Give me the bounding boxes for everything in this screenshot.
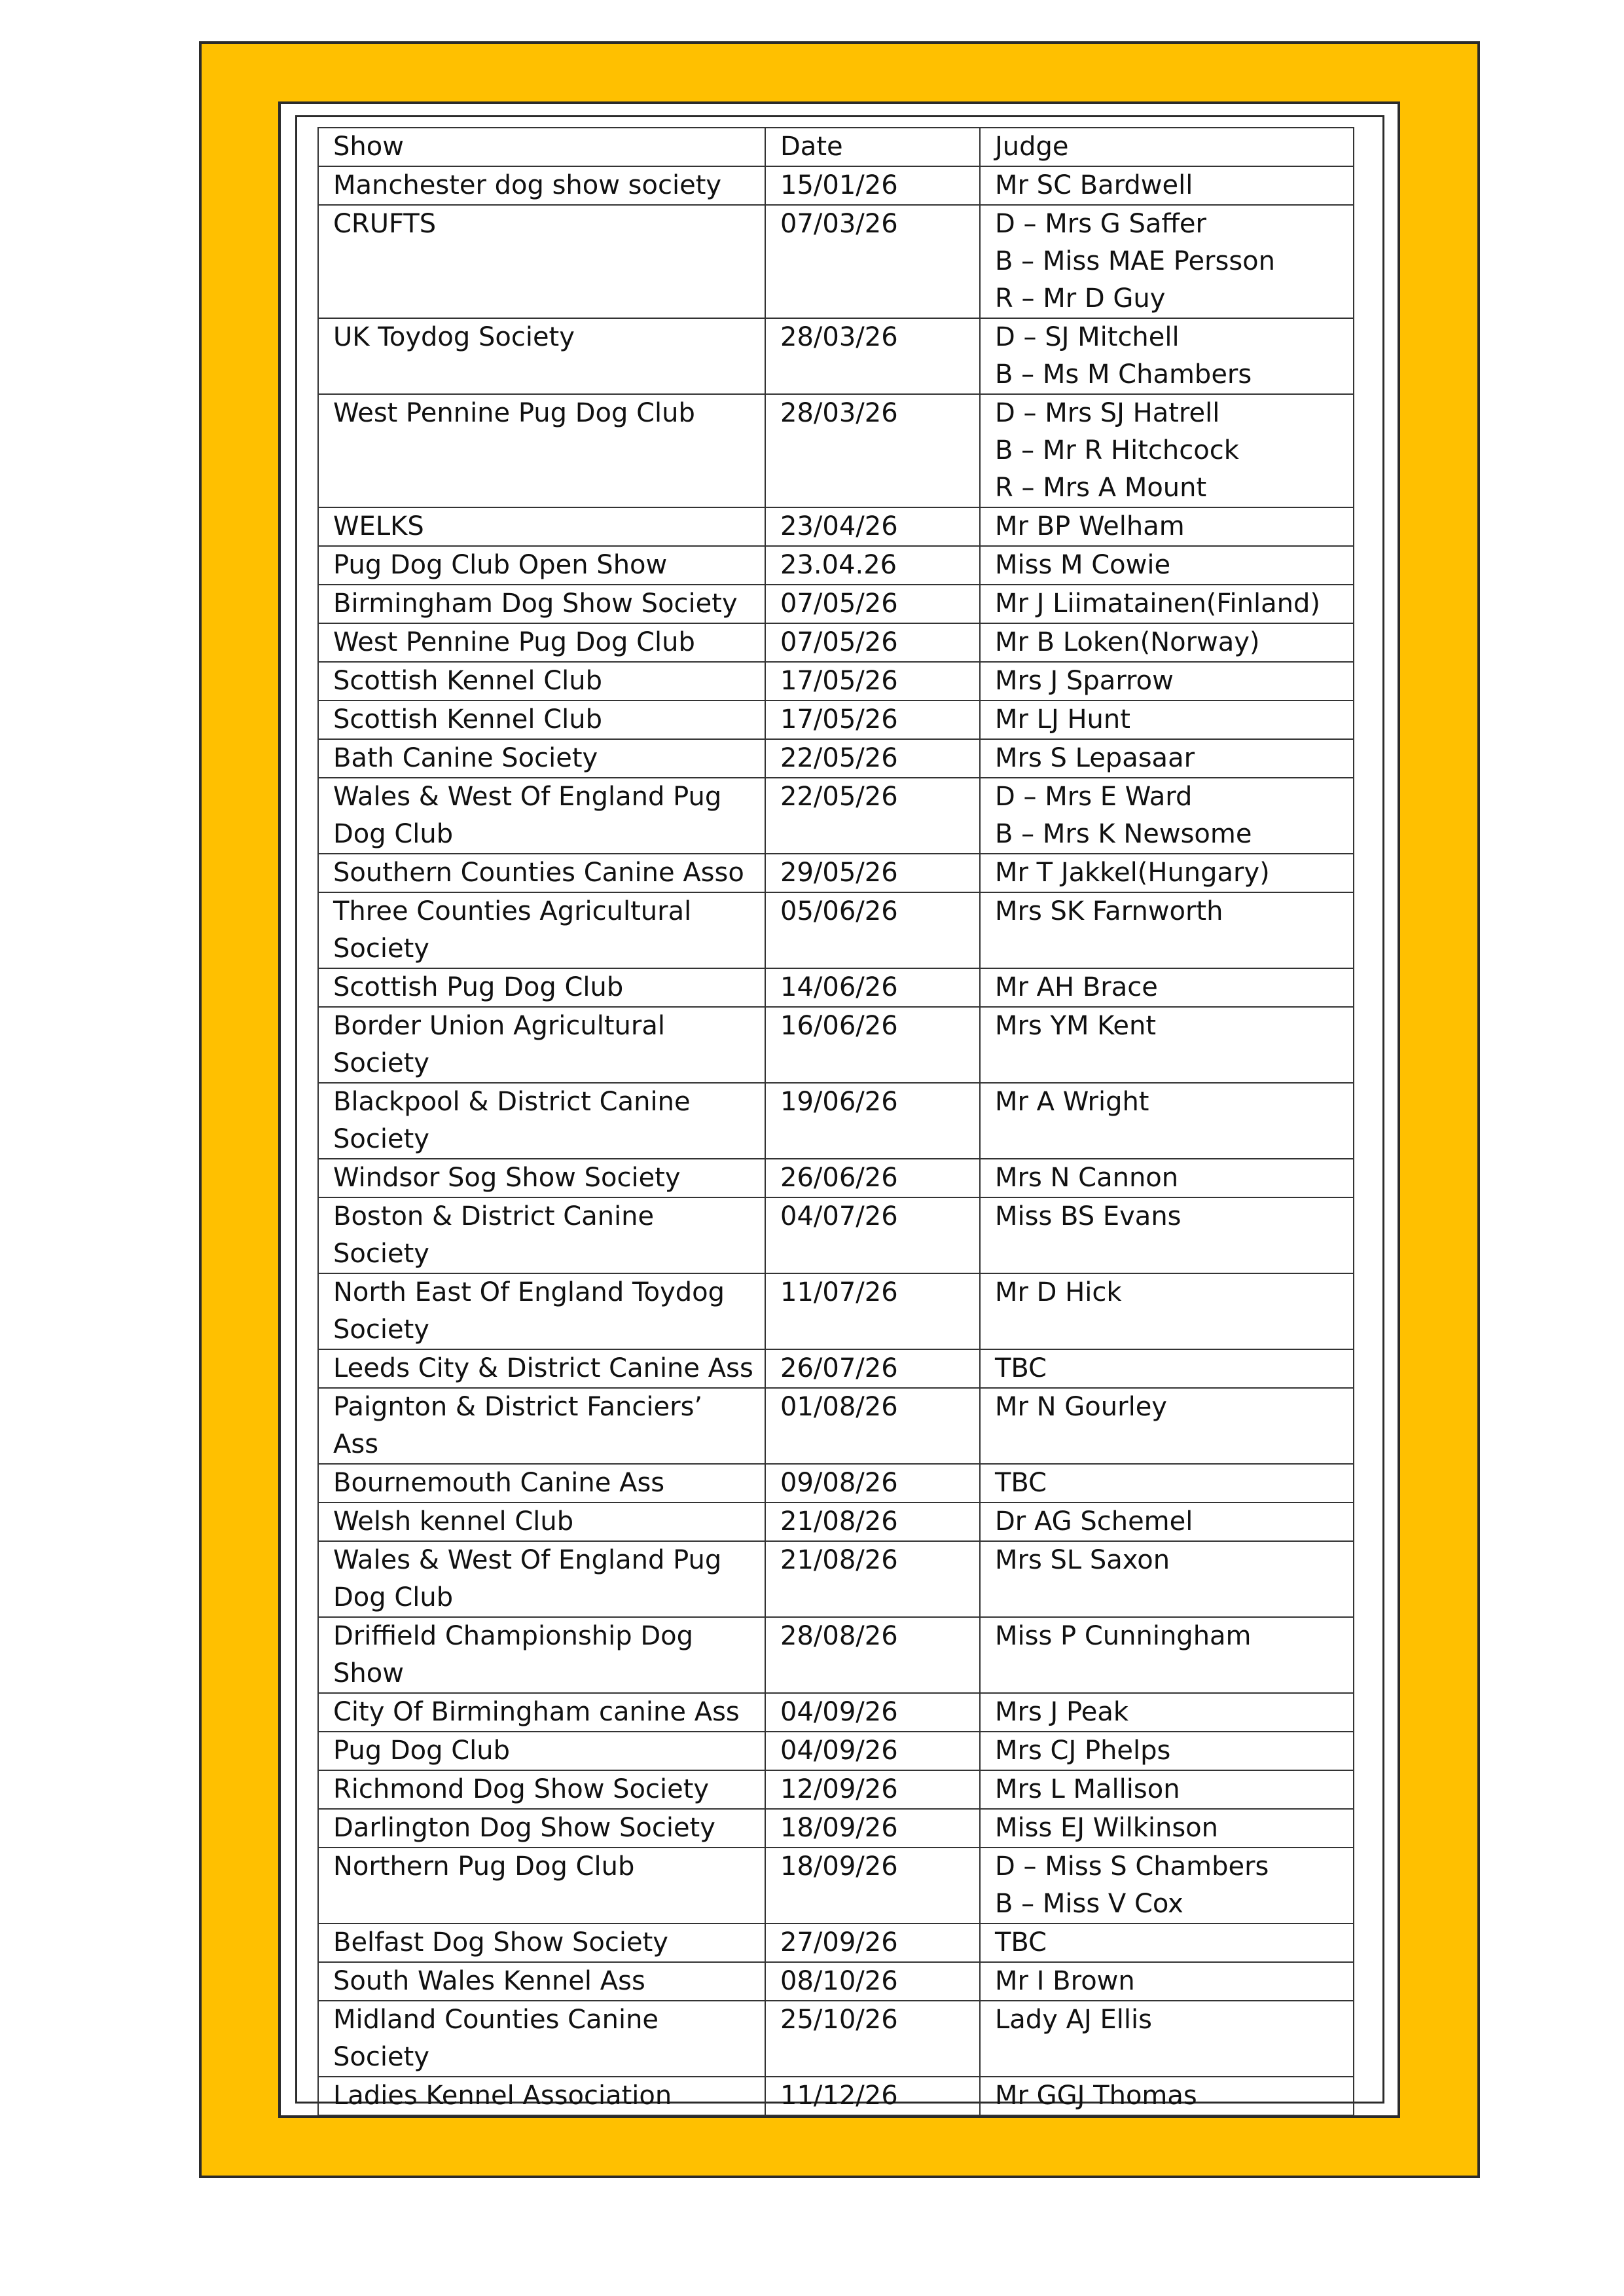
show-name-line: Paignton & District Fanciers’ — [333, 1392, 703, 1422]
cell-judge — [980, 1923, 1354, 1962]
cell-judge — [980, 1770, 1354, 1809]
show-name-line: Wales & West Of England Pug — [333, 782, 722, 812]
table-row — [318, 1541, 1354, 1617]
cell-judge — [980, 1083, 1354, 1159]
judge-name-line: Mrs L Mallison — [995, 1774, 1180, 1804]
judge-name-line: B – Miss MAE Persson — [995, 246, 1276, 276]
cell-judge — [980, 1388, 1354, 1464]
cell-date: 29/05/26 — [765, 854, 980, 892]
judge-name-line: Mr J Liimatainen(Finland) — [995, 589, 1320, 619]
judge-name-line: Mr A Wright — [995, 1087, 1149, 1117]
show-name-line: Belfast Dog Show Society — [333, 1927, 668, 1958]
show-name-line: Pug Dog Club Open Show — [333, 550, 668, 580]
cell-show — [318, 1693, 765, 1732]
table-row — [318, 1503, 1354, 1541]
cell-judge — [980, 1273, 1354, 1349]
header-judge: Judge — [980, 128, 1354, 166]
table-row — [318, 318, 1354, 394]
cell-judge — [980, 739, 1354, 778]
cell-date: 28/03/26 — [765, 318, 980, 394]
cell-date: 17/05/26 — [765, 662, 980, 701]
cell-judge — [980, 1159, 1354, 1197]
show-name-line: Scottish Pug Dog Club — [333, 972, 624, 1002]
cell-judge — [980, 1197, 1354, 1273]
judge-name-line: D – Miss S Chambers — [995, 1851, 1269, 1882]
cell-show — [318, 1541, 765, 1617]
cell-show — [318, 1923, 765, 1962]
show-name-line: Bath Canine Society — [333, 743, 598, 773]
cell-date: 08/10/26 — [765, 1962, 980, 2001]
cell-date: 16/06/26 — [765, 1007, 980, 1083]
judge-name-line: Mrs S Lepasaar — [995, 743, 1195, 773]
table-row — [318, 394, 1354, 507]
cell-date: 11/12/26 — [765, 2077, 980, 2115]
cell-judge — [980, 1732, 1354, 1770]
show-name-line: Society — [333, 1048, 429, 1078]
table-row — [318, 623, 1354, 662]
judge-name-line: R – Mrs A Mount — [995, 473, 1207, 503]
cell-date: 18/09/26 — [765, 1848, 980, 1923]
cell-judge — [980, 166, 1354, 205]
cell-judge — [980, 1693, 1354, 1732]
show-name-line: Southern Counties Canine Asso — [333, 858, 744, 888]
show-name-line: Wales & West Of England Pug — [333, 1545, 722, 1575]
cell-judge — [980, 2077, 1354, 2115]
cell-date: 21/08/26 — [765, 1541, 980, 1617]
show-name-line: Pug Dog Club — [333, 1736, 511, 1766]
cell-date: 22/05/26 — [765, 778, 980, 854]
cell-date: 17/05/26 — [765, 701, 980, 739]
table-row — [318, 892, 1354, 968]
judge-name-line: Mr LJ Hunt — [995, 704, 1130, 735]
cell-judge — [980, 1962, 1354, 2001]
judge-name-line: Mrs SK Farnworth — [995, 896, 1223, 926]
judge-name-line: D – Mrs E Ward — [995, 782, 1193, 812]
table-row — [318, 507, 1354, 546]
cell-show — [318, 1770, 765, 1809]
cell-show — [318, 546, 765, 585]
show-name-line: Ladies Kennel Association — [333, 2081, 672, 2111]
judge-name-line: Mrs YM Kent — [995, 1011, 1157, 1041]
judge-name-line: Mr N Gourley — [995, 1392, 1167, 1422]
cell-show — [318, 394, 765, 507]
cell-date: 28/03/26 — [765, 394, 980, 507]
show-name-line: Bournemouth Canine Ass — [333, 1468, 665, 1498]
show-name-line: Border Union Agricultural — [333, 1011, 665, 1041]
show-name-line: Show — [333, 1658, 404, 1688]
cell-show — [318, 968, 765, 1007]
cell-judge — [980, 507, 1354, 546]
cell-judge — [980, 968, 1354, 1007]
cell-judge — [980, 585, 1354, 623]
cell-date: 14/06/26 — [765, 968, 980, 1007]
cell-show — [318, 892, 765, 968]
cell-date: 15/01/26 — [765, 166, 980, 205]
judge-name-line: TBC — [995, 1468, 1047, 1498]
cell-show — [318, 623, 765, 662]
cell-show — [318, 1083, 765, 1159]
table-row — [318, 1007, 1354, 1083]
show-name-line: Welsh kennel Club — [333, 1506, 574, 1537]
cell-judge — [980, 1809, 1354, 1848]
cell-date: 27/09/26 — [765, 1923, 980, 1962]
cell-show — [318, 318, 765, 394]
cell-date: 28/08/26 — [765, 1617, 980, 1693]
cell-date: 22/05/26 — [765, 739, 980, 778]
cell-judge — [980, 701, 1354, 739]
judge-name-line: Mr AH Brace — [995, 972, 1158, 1002]
judge-name-line: Mr I Brown — [995, 1966, 1135, 1996]
cell-date: 05/06/26 — [765, 892, 980, 968]
judge-name-line: Miss EJ Wilkinson — [995, 1813, 1218, 1843]
show-name-line: Northern Pug Dog Club — [333, 1851, 635, 1882]
show-name-line: Dog Club — [333, 1582, 454, 1613]
show-schedule-table — [317, 127, 1354, 2116]
cell-show — [318, 1159, 765, 1197]
cell-date: 01/08/26 — [765, 1388, 980, 1464]
table-row — [318, 585, 1354, 623]
judge-name-line: Mrs J Peak — [995, 1697, 1129, 1727]
cell-show — [318, 585, 765, 623]
table-row — [318, 2001, 1354, 2077]
table-header-row — [318, 128, 1354, 166]
judge-name-line: B – Ms M Chambers — [995, 359, 1252, 390]
table-row — [318, 1349, 1354, 1388]
show-name-line: Richmond Dog Show Society — [333, 1774, 710, 1804]
show-name-line: Three Counties Agricultural — [333, 896, 692, 926]
judge-name-line: Mr T Jakkel(Hungary) — [995, 858, 1270, 888]
cell-date: 07/05/26 — [765, 623, 980, 662]
cell-show — [318, 1503, 765, 1541]
cell-show — [318, 1349, 765, 1388]
cell-show — [318, 1007, 765, 1083]
cell-show — [318, 205, 765, 318]
table-row — [318, 1464, 1354, 1503]
judge-name-line: Mr SC Bardwell — [995, 170, 1193, 200]
judge-name-line: Miss M Cowie — [995, 550, 1171, 580]
cell-show — [318, 662, 765, 701]
judge-name-line: Miss P Cunningham — [995, 1621, 1252, 1651]
cell-date: 25/10/26 — [765, 2001, 980, 2077]
table-row — [318, 701, 1354, 739]
cell-judge — [980, 778, 1354, 854]
cell-date: 04/09/26 — [765, 1693, 980, 1732]
judge-name-line: D – SJ Mitchell — [995, 322, 1180, 352]
cell-judge — [980, 205, 1354, 318]
show-name-line: Ass — [333, 1429, 379, 1459]
table-row — [318, 1159, 1354, 1197]
cell-date: 23.04.26 — [765, 546, 980, 585]
cell-show — [318, 2077, 765, 2115]
cell-judge — [980, 1617, 1354, 1693]
show-name-line: Society — [333, 1124, 429, 1154]
show-name-line: Society — [333, 1239, 429, 1269]
show-name-line: Midland Counties Canine — [333, 2005, 659, 2035]
cell-date: 12/09/26 — [765, 1770, 980, 1809]
table-row — [318, 166, 1354, 205]
judge-name-line: TBC — [995, 1353, 1047, 1383]
judge-name-line: Mr BP Welham — [995, 511, 1185, 541]
table-row — [318, 662, 1354, 701]
cell-show — [318, 1962, 765, 2001]
cell-date: 23/04/26 — [765, 507, 980, 546]
show-name-line: City Of Birmingham canine Ass — [333, 1697, 740, 1727]
show-name-line: UK Toydog Society — [333, 322, 575, 352]
cell-show — [318, 166, 765, 205]
table-row — [318, 1388, 1354, 1464]
judge-name-line: D – Mrs SJ Hatrell — [995, 398, 1220, 428]
cell-judge — [980, 1503, 1354, 1541]
cell-judge — [980, 394, 1354, 507]
show-name-line: Society — [333, 1315, 429, 1345]
cell-show — [318, 739, 765, 778]
table-row — [318, 1962, 1354, 2001]
cell-judge — [980, 1007, 1354, 1083]
table-row — [318, 778, 1354, 854]
show-name-line: Blackpool & District Canine — [333, 1087, 691, 1117]
show-name-line: Boston & District Canine — [333, 1201, 655, 1231]
cell-show — [318, 1464, 765, 1503]
show-name-line: Leeds City & District Canine Ass — [333, 1353, 753, 1383]
judge-name-line: Lady AJ Ellis — [995, 2005, 1152, 2035]
judge-name-line: Dr AG Schemel — [995, 1506, 1193, 1537]
cell-judge — [980, 1848, 1354, 1923]
show-name-line: Dog Club — [333, 819, 454, 849]
table-row — [318, 205, 1354, 318]
cell-show — [318, 1197, 765, 1273]
cell-date: 07/05/26 — [765, 585, 980, 623]
cell-show — [318, 778, 765, 854]
show-name-line: Birmingham Dog Show Society — [333, 589, 738, 619]
cell-judge — [980, 1349, 1354, 1388]
judge-name-line: Miss BS Evans — [995, 1201, 1182, 1231]
judge-name-line: Mrs CJ Phelps — [995, 1736, 1171, 1766]
cell-date: 18/09/26 — [765, 1809, 980, 1848]
cell-show — [318, 1617, 765, 1693]
cell-date: 04/07/26 — [765, 1197, 980, 1273]
table-row — [318, 1617, 1354, 1693]
table-row — [318, 1732, 1354, 1770]
judge-name-line: D – Mrs G Saffer — [995, 209, 1206, 239]
table-row — [318, 1770, 1354, 1809]
table-row — [318, 1809, 1354, 1848]
cell-show — [318, 701, 765, 739]
table-row — [318, 1923, 1354, 1962]
header-date: Date — [765, 128, 980, 166]
table-row — [318, 854, 1354, 892]
cell-show — [318, 1388, 765, 1464]
cell-show — [318, 1809, 765, 1848]
cell-date: 07/03/26 — [765, 205, 980, 318]
show-name-line: South Wales Kennel Ass — [333, 1966, 645, 1996]
judge-name-line: B – Miss V Cox — [995, 1889, 1183, 1919]
show-name-line: Scottish Kennel Club — [333, 704, 603, 735]
cell-date: 04/09/26 — [765, 1732, 980, 1770]
judge-name-line: Mr GGJ Thomas — [995, 2081, 1197, 2111]
judge-name-line: TBC — [995, 1927, 1047, 1958]
cell-judge — [980, 2001, 1354, 2077]
judge-name-line: Mrs SL Saxon — [995, 1545, 1170, 1575]
cell-show — [318, 1848, 765, 1923]
judge-name-line: Mr D Hick — [995, 1277, 1122, 1307]
judge-name-line: B – Mr R Hitchcock — [995, 435, 1239, 465]
table-row — [318, 1197, 1354, 1273]
table-row — [318, 968, 1354, 1007]
show-name-line: Society — [333, 2042, 429, 2072]
table-row — [318, 739, 1354, 778]
show-name-line: Driffield Championship Dog — [333, 1621, 694, 1651]
cell-judge — [980, 892, 1354, 968]
cell-judge — [980, 1541, 1354, 1617]
show-name-line: West Pennine Pug Dog Club — [333, 398, 695, 428]
show-name-line: Darlington Dog Show Society — [333, 1813, 715, 1843]
show-name-line: Windsor Sog Show Society — [333, 1163, 681, 1193]
cell-judge — [980, 662, 1354, 701]
judge-name-line: B – Mrs K Newsome — [995, 819, 1252, 849]
header-show: Show — [318, 128, 765, 166]
cell-date: 11/07/26 — [765, 1273, 980, 1349]
show-name-line: Manchester dog show society — [333, 170, 722, 200]
show-name-line: North East Of England Toydog — [333, 1277, 725, 1307]
table-row — [318, 1848, 1354, 1923]
table-row — [318, 1083, 1354, 1159]
cell-judge — [980, 854, 1354, 892]
cell-show — [318, 2001, 765, 2077]
cell-judge — [980, 318, 1354, 394]
cell-date: 19/06/26 — [765, 1083, 980, 1159]
cell-judge — [980, 546, 1354, 585]
table-row — [318, 1693, 1354, 1732]
table-row — [318, 1273, 1354, 1349]
cell-show — [318, 1273, 765, 1349]
judge-name-line: Mrs N Cannon — [995, 1163, 1179, 1193]
cell-date: 26/06/26 — [765, 1159, 980, 1197]
cell-show — [318, 507, 765, 546]
show-name-line: West Pennine Pug Dog Club — [333, 627, 695, 657]
cell-show — [318, 1732, 765, 1770]
table-row — [318, 2077, 1354, 2115]
table-row — [318, 546, 1354, 585]
cell-show — [318, 854, 765, 892]
show-name-line: Scottish Kennel Club — [333, 666, 603, 696]
judge-name-line: Mrs J Sparrow — [995, 666, 1174, 696]
cell-date: 09/08/26 — [765, 1464, 980, 1503]
show-name-line: Society — [333, 934, 429, 964]
show-name-line: WELKS — [333, 511, 424, 541]
judge-name-line: R – Mr D Guy — [995, 283, 1166, 314]
judge-name-line: Mr B Loken(Norway) — [995, 627, 1260, 657]
show-name-line: CRUFTS — [333, 209, 437, 239]
cell-judge — [980, 623, 1354, 662]
cell-judge — [980, 1464, 1354, 1503]
cell-date: 26/07/26 — [765, 1349, 980, 1388]
cell-date: 21/08/26 — [765, 1503, 980, 1541]
